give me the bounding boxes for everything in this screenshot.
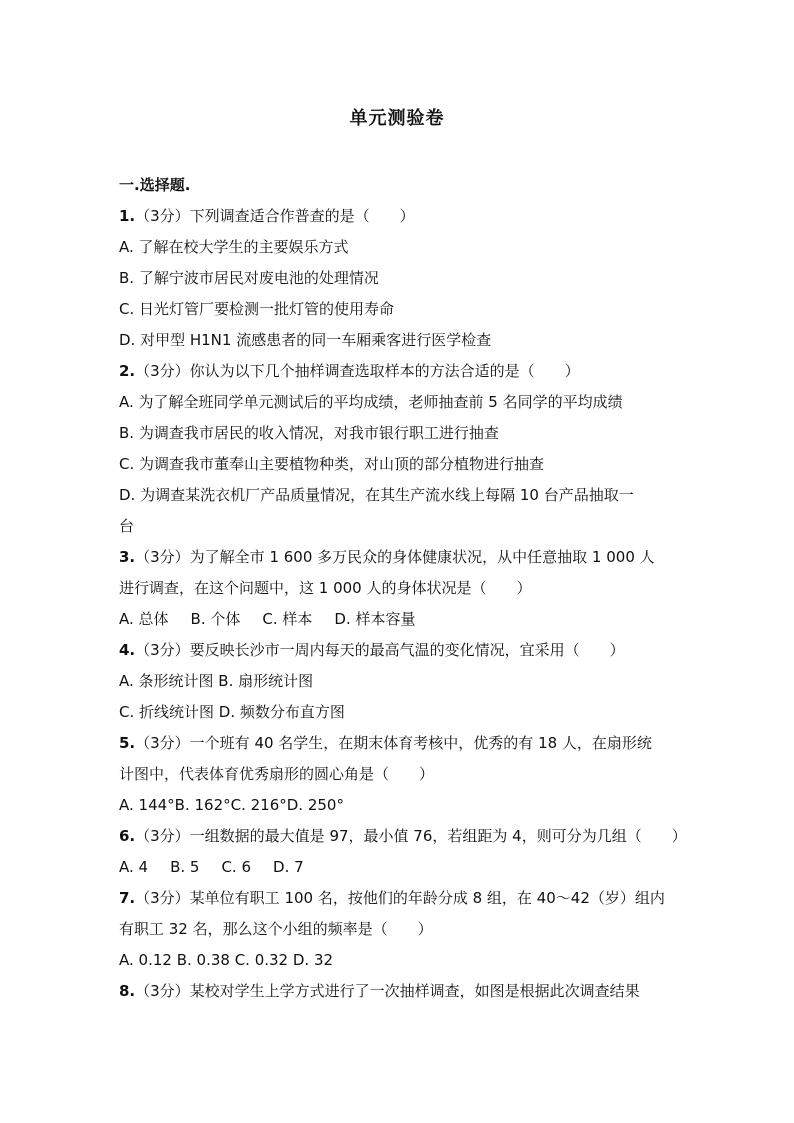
q7-options: A. 0.12 B. 0.38 C. 0.32 D. 32 (119, 951, 334, 969)
section-heading: 一.选择题. (119, 176, 191, 194)
q2-option-b: B. 为调查我市居民的收入情况，对我市银行职工进行抽查 (119, 424, 499, 442)
question-6 (119, 823, 687, 854)
q2-option-c: C. 为调查我市董奉山主要植物种类，对山顶的部分植物进行抽查 (119, 455, 545, 473)
question-1 (119, 203, 679, 234)
question-text: （3分）你认为以下几个抽样调查选取样本的方法合适的是（ ） (135, 362, 580, 380)
q1-option-a: A. 了解在校大学生的主要娱乐方式 (119, 238, 349, 256)
question-number: 5. (119, 734, 136, 752)
question-text: （3分）下列调查适合作普查的是（ ） (135, 207, 415, 225)
question-text: （3分）为了解全市 1 600 多万民众的身体健康状况，从中任意抽取 1 000 人 (135, 548, 655, 566)
q2-option-a: A. 为了解全班同学单元测试后的平均成绩，老师抽查前 5 名同学的平均成绩 (119, 393, 623, 411)
question-text: （3分）一组数据的最大值是 97，最小值 76，若组距为 4，则可分为几组（ ） (135, 827, 687, 845)
question-5 (119, 730, 679, 761)
q6-option-a: A. 4 (119, 858, 149, 876)
question-number: 8. (119, 982, 136, 1000)
question-list (119, 172, 687, 1009)
question-3 (119, 544, 679, 575)
q3-options (119, 606, 679, 637)
question-number: 2. (119, 362, 136, 380)
question-8 (119, 978, 679, 1009)
question-3-continued: 进行调查，在这个问题中，这 1 000 人的身体状况是（ ） (119, 579, 532, 597)
q4-options-cd: C. 折线统计图 D. 频数分布直方图 (119, 703, 345, 721)
q6-option-d: D. 7 (273, 858, 304, 876)
q1-option-b: B. 了解宁波市居民对废电池的处理情况 (119, 269, 379, 287)
question-text: （3分）某校对学生上学方式进行了一次抽样调查，如图是根据此次调查结果 (135, 982, 640, 1000)
question-2 (119, 358, 679, 389)
question-number: 7. (119, 889, 136, 907)
question-text: （3分）某单位有职工 100 名，按他们的年龄分成 8 组，在 40～42（岁）组内 (135, 889, 665, 907)
page-title: 单元测验卷 (349, 108, 445, 129)
q3-option-a: A. 总体 (119, 610, 169, 628)
question-7 (119, 885, 679, 916)
q3-option-b: B. 个体 (190, 610, 241, 628)
question-7-continued: 有职工 32 名，那么这个小组的频率是（ ） (119, 920, 433, 938)
q6-option-b: B. 5 (170, 858, 200, 876)
q4-options-ab: A. 条形统计图 B. 扇形统计图 (119, 672, 314, 690)
question-number: 1. (119, 207, 136, 225)
question-number: 4. (119, 641, 136, 659)
q3-option-d: D. 样本容量 (334, 610, 416, 628)
q6-option-c: C. 6 (221, 858, 252, 876)
q1-option-d: D. 对甲型 H1N1 流感患者的同一车厢乘客进行医学检查 (119, 331, 492, 349)
q3-option-c: C. 样本 (262, 610, 313, 628)
q1-option-c: C. 日光灯管厂要检测一批灯管的使用寿命 (119, 300, 395, 318)
q2-option-d-continued: 台 (119, 517, 135, 535)
question-5-continued: 计图中，代表体育优秀扇形的圆心角是（ ） (119, 765, 435, 783)
question-text: （3分）要反映长沙市一周内每天的最高气温的变化情况，宜采用（ ） (135, 641, 625, 659)
q2-option-d: D. 为调查某洗衣机厂产品质量情况，在其生产流水线上每隔 10 台产品抽取一 (119, 486, 634, 504)
question-number: 3. (119, 548, 136, 566)
question-text: （3分）一个班有 40 名学生，在期末体育考核中，优秀的有 18 人，在扇形统 (135, 734, 652, 752)
q5-options: A. 144°B. 162°C. 216°D. 250° (119, 796, 344, 814)
question-number: 6. (119, 827, 136, 845)
question-4 (119, 637, 679, 668)
q6-options (119, 854, 679, 885)
